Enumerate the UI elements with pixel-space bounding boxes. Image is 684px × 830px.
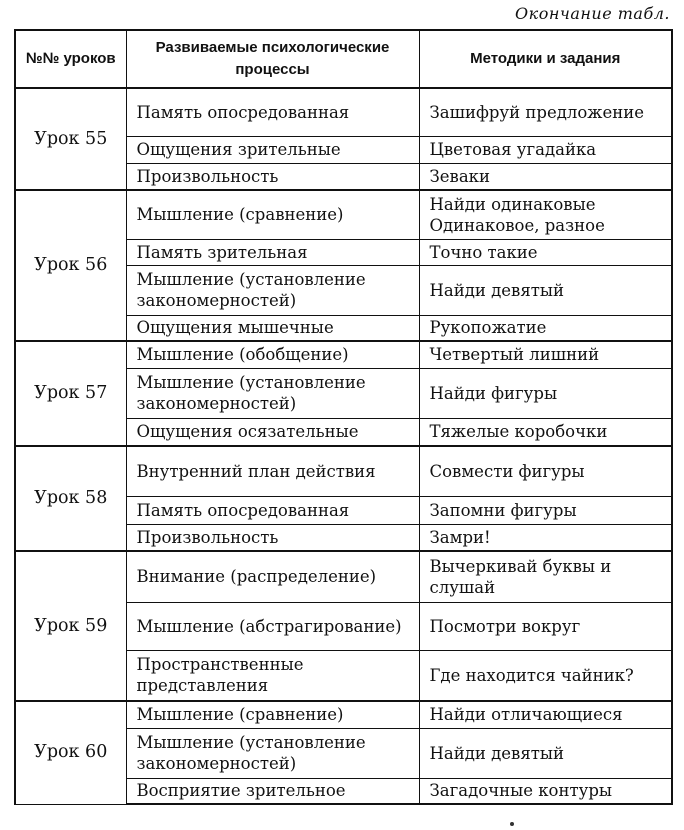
table-row [15, 551, 672, 602]
lesson-cell: Урок 55 [15, 88, 126, 190]
process-cell: Мышление (установление закономерностей) [126, 265, 419, 315]
lessons-table [14, 29, 673, 805]
process-cell: Память опосредованная [126, 88, 419, 136]
lesson-cell: Урок 56 [15, 190, 126, 341]
process-cell: Мышление (установление закономерностей) [126, 728, 419, 778]
method-cell: Найди отличающиеся [419, 701, 672, 728]
method-cell: Запомни фигуры [419, 496, 672, 524]
lesson-cell: Урок 58 [15, 446, 126, 551]
method-cell: Загадочные контуры [419, 778, 672, 804]
method-cell: Где находится чайник? [419, 650, 672, 701]
header-methods: Методики и задания [419, 30, 672, 88]
method-cell: Зашифруй предложение [419, 88, 672, 136]
method-cell: Совмести фигуры [419, 446, 672, 496]
method-cell: Тяжелые коробочки [419, 418, 672, 446]
process-cell: Мышление (сравнение) [126, 190, 419, 239]
process-cell: Внимание (распределение) [126, 551, 419, 602]
lesson-cell: Урок 59 [15, 551, 126, 701]
process-cell: Мышление (установление закономерностей) [126, 368, 419, 418]
method-cell: Точно такие [419, 239, 672, 265]
method-cell: Рукопожатие [419, 315, 672, 341]
process-cell: Внутренний план действия [126, 446, 419, 496]
process-cell: Память зрительная [126, 239, 419, 265]
table-header-row [15, 30, 672, 88]
method-cell: Замри! [419, 524, 672, 551]
table-row [15, 190, 672, 239]
process-cell: Ощущения зрительные [126, 136, 419, 163]
table-caption: Окончание табл. [515, 4, 670, 23]
method-cell: Цветовая угадайка [419, 136, 672, 163]
method-cell: Посмотри вокруг [419, 602, 672, 650]
method-cell: Найди девятый [419, 265, 672, 315]
header-lessons: №№ уроков [15, 30, 126, 88]
method-cell: Найди девятый [419, 728, 672, 778]
process-cell: Мышление (абстрагирование) [126, 602, 419, 650]
method-cell: Найди одинаковые Одинаковое, разное [419, 190, 672, 239]
table-row [15, 446, 672, 496]
process-cell: Восприятие зрительное [126, 778, 419, 804]
process-cell: Произвольность [126, 163, 419, 190]
process-cell: Ощущения осязательные [126, 418, 419, 446]
process-cell: Память опосредованная [126, 496, 419, 524]
lesson-cell: Урок 60 [15, 701, 126, 804]
table-row [15, 88, 672, 136]
header-processes: Развиваемые психологические процессы [126, 30, 419, 88]
process-cell: Произвольность [126, 524, 419, 551]
process-cell: Ощущения мышечные [126, 315, 419, 341]
process-cell: Мышление (сравнение) [126, 701, 419, 728]
method-cell: Найди фигуры [419, 368, 672, 418]
table-body [15, 88, 672, 804]
process-cell: Мышление (обобщение) [126, 341, 419, 368]
process-cell: Пространственные представления [126, 650, 419, 701]
method-cell: Вычеркивай буквы и слушай [419, 551, 672, 602]
print-speck [510, 822, 514, 826]
lesson-cell: Урок 57 [15, 341, 126, 446]
method-cell: Четвертый лишний [419, 341, 672, 368]
method-cell: Зеваки [419, 163, 672, 190]
table-row [15, 341, 672, 368]
table-row [15, 701, 672, 728]
